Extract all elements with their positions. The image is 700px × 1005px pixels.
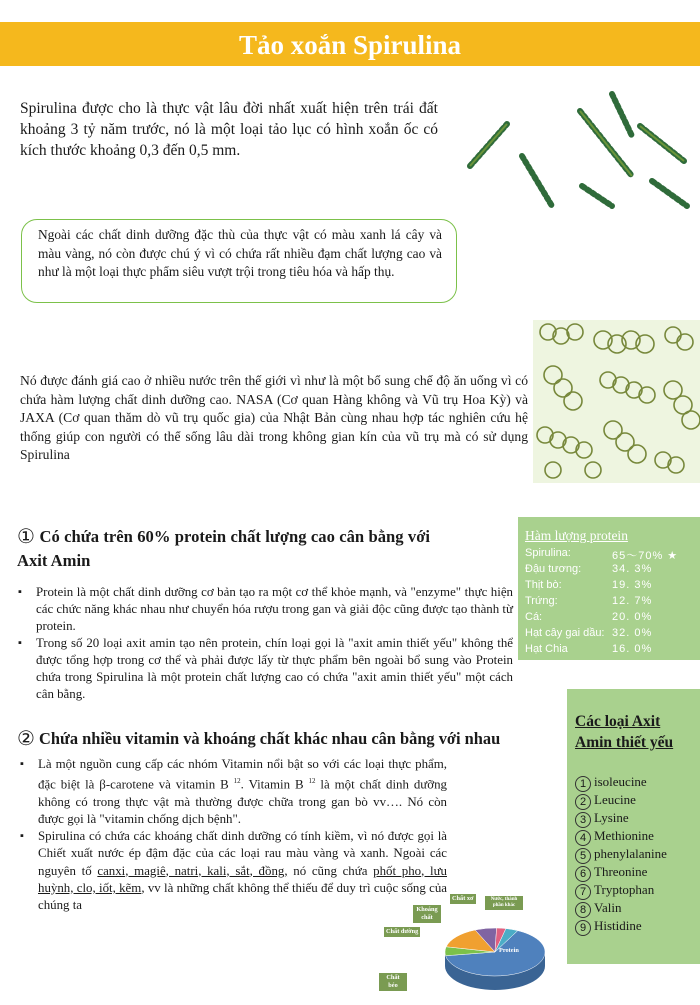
section1-number: ① — [17, 526, 36, 548]
minerals-list-1: canxi, magiê, natri, kali, sắt, đồng, — [97, 863, 288, 878]
amino-name: phenylalanine — [594, 846, 667, 861]
amino-name: Valin — [594, 900, 622, 915]
protein-label: Spirulina: — [525, 547, 571, 559]
amino-item — [575, 792, 636, 810]
amino-item — [575, 774, 647, 792]
highlight-callout: Ngoài các chất dinh dưỡng đặc thù của thực vật có màu xanh lá cây và màu vàng, nó còn được chú ý vì có chứa rất nhiều đạm chất lượng cao và như là một loại thực phẩm siêu vượt trội trong tiêu hóa và hấp thụ. — [21, 219, 457, 303]
protein-value: 20. 0% — [612, 611, 653, 623]
number-badge: 9 — [575, 920, 591, 936]
protein-label: Trứng: — [525, 595, 558, 607]
text: , vv là những chất không thể thiếu để duy trì cuộc sống của chúng ta — [38, 880, 447, 912]
amino-name: isoleucine — [594, 774, 647, 789]
pie-label-protein: Protein — [499, 947, 519, 954]
protein-row — [525, 611, 653, 623]
number-badge: 4 — [575, 830, 591, 846]
amino-item — [575, 882, 654, 900]
amino-item — [575, 864, 647, 882]
protein-value: 12. 7% — [612, 595, 653, 607]
number-badge: 5 — [575, 848, 591, 864]
number-badge: 6 — [575, 866, 591, 882]
superscript: 12 — [308, 777, 316, 786]
amino-name: Lysine — [594, 810, 629, 825]
amino-item — [575, 846, 667, 864]
amino-name: Leucine — [594, 792, 636, 807]
number-badge: 7 — [575, 884, 591, 900]
list-item: ▪ Protein là một chất dinh dưỡng cơ bản tạo ra một cơ thể khỏe mạnh, và "enzyme" thực hiện các chức năng khác nhau như chuyển hóa rượu trong gan và giải độc cũng được tạo thành từ protein. — [18, 584, 513, 635]
pie-label-water: Nước, thành phần khác — [485, 896, 523, 910]
section1-heading-text: Có chứa trên 60% protein chất lượng cao cân bằng với Axit Amin — [17, 527, 430, 570]
protein-row — [525, 595, 653, 607]
number-badge: 1 — [575, 776, 591, 792]
protein-row — [525, 547, 679, 562]
protein-row — [525, 563, 653, 575]
protein-value: 16. 0% — [612, 643, 653, 655]
spirulina-microscope-photo — [533, 320, 700, 483]
protein-label: Thịt bò: — [525, 579, 562, 591]
text: là một chất dinh dưỡng không có trong thực vật mà thường được chữa trong gan bò vv…. Nó còn được gọi là "vitamin chống dịch bệnh". — [38, 777, 447, 826]
protein-row — [525, 643, 653, 655]
protein-row — [525, 627, 653, 639]
protein-box-title: Hàm lượng protein — [525, 528, 628, 543]
section1-heading — [17, 525, 430, 572]
protein-label: Hạt Chia — [525, 643, 568, 655]
intro-paragraph: Spirulina được cho là thực vật lâu đời nhất xuất hiện trên trái đất khoảng 3 tỷ năm trước, nó là một loại tảo lục có hình xoắn ốc có kích thước khoảng 0,3 đến 0,5 mm. — [20, 100, 438, 159]
pie-label-fat: Chất béo — [379, 973, 407, 991]
amino-item — [575, 918, 642, 936]
nutrition-pie-chart — [380, 890, 550, 1000]
number-badge: 2 — [575, 794, 591, 810]
spirulina-photo — [462, 86, 694, 214]
protein-value: 19. 3% — [612, 579, 653, 591]
number-badge: 8 — [575, 902, 591, 918]
protein-label: Hạt cây gai dầu: — [525, 627, 605, 639]
amino-item — [575, 900, 621, 918]
text: nó cũng chứa — [287, 863, 374, 878]
list-item — [20, 756, 447, 828]
amino-name: Methionine — [594, 828, 654, 843]
protein-label: Đậu tương: — [525, 563, 582, 575]
amino-acid-box — [567, 689, 700, 964]
protein-content-box — [518, 517, 700, 660]
protein-value: 65～70% ★ — [612, 550, 679, 562]
amino-item — [575, 810, 629, 828]
list-item: ▪ Trong số 20 loại axit amin tạo nên protein, chín loại gọi là "axit amin thiết yếu" không thể được tổng hợp trong cơ thể và phải được lấy từ thực phẩm bên ngoài bổ sung vào Protein chứa trong Spirulina là một protein chất lượng cao có chứa "axit amin thiết yếu" một cách cân bằng. — [18, 635, 513, 703]
amino-name: Threonine — [594, 864, 648, 879]
section2-heading — [17, 728, 557, 750]
pie-label-mineral: Khoáng chất — [413, 905, 441, 923]
text: Là một nguồn cung cấp các nhóm Vitamin nổi bật so với các loại thực phẩm, đặc biệt là β-carotene và vitamin B — [38, 757, 447, 792]
section1-list — [18, 584, 513, 703]
text: Spirulina có chứa các khoáng chất dinh dưỡng có tính kiềm, vì nó được gọi là Chiết xuất nước ép đậm đặc của các loại rau màu vàng và xanh. Ngoài các nguyên tố — [38, 829, 447, 878]
superscript: 12 — [233, 777, 241, 786]
section2-number: ② — [17, 728, 35, 750]
amino-box-title: Các loại Axit Amin thiết yếu — [575, 713, 674, 751]
amino-name: Tryptophan — [594, 882, 655, 897]
page-title: Tảo xoắn Spirulina — [0, 22, 700, 66]
protein-row — [525, 579, 653, 591]
section2-heading-text: Chứa nhiều vitamin và khoáng chất khác nhau cân bằng với nhau — [39, 729, 501, 748]
amino-item — [575, 828, 654, 846]
protein-label: Cá: — [525, 611, 543, 623]
pie-label-sugar: Chất đường — [386, 928, 419, 935]
minerals-list-2: phốt pho, lưu huỳnh, clo, iốt, kẽm — [38, 863, 447, 895]
number-badge: 3 — [575, 812, 591, 828]
amino-name: Histidine — [594, 918, 642, 933]
protein-value: 34. 3% — [612, 563, 653, 575]
evaluation-paragraph: Nó được đánh giá cao ở nhiều nước trên thế giới vì như là một bổ sung chế độ ăn uống vì có chứa hàm lượng chất dinh dưỡng cao. NASA (Cơ quan Hàng không và Vũ trụ Hoa Kỳ) và JAXA (Cơ quan thăm dò vũ trụ quốc gia) của Nhật Bản cùng nhau hợp tác nghiên cứu hệ thống giúp con người có thể sống lâu dài trong không gian kín của vũ trụ mà có sử dụng Spirulina — [20, 373, 528, 463]
protein-value: 32. 0% — [612, 627, 653, 639]
pie-label-fiber: Chất xơ — [452, 895, 474, 902]
text: . Vitamin B — [240, 777, 304, 792]
